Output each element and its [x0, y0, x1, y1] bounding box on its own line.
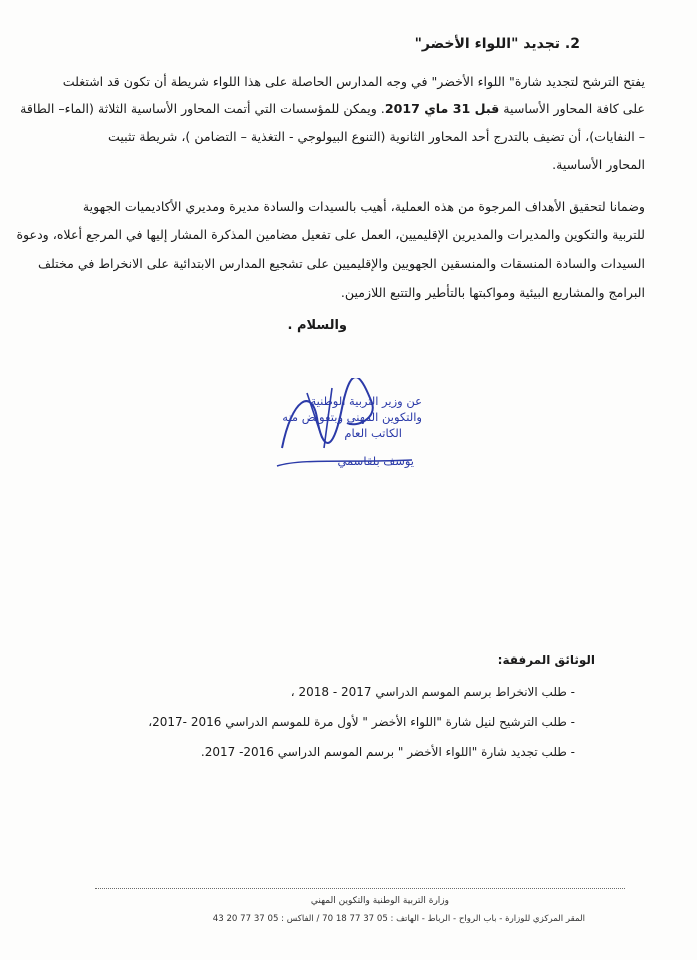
paragraph2-line3: السيدات والسادة المنسقات والمنسقين الجهويين والإقليميين على تشجيع المدارس الابتدائية على الانخراط في مختلف: [37, 256, 645, 271]
section-heading: 2. تجديد "اللواء الأخضر": [414, 36, 580, 52]
signature-line3: الكاتب العام: [344, 426, 402, 440]
paragraph1-line2-end: . ويمكن للمؤسسات التي أتمت المحاور الأساسية الثلاثة (الماء– الطاقة: [20, 101, 385, 116]
deadline-text: قبل 31 ماي 2017: [384, 101, 500, 116]
paragraph1-line2: [20, 101, 645, 117]
signatory-name: يوسف بلقاسمي: [337, 454, 414, 468]
attachment-item: - طلب الانخراط برسم الموسم الدراسي 2017 - 2018 ،: [290, 685, 575, 699]
paragraph2-line4: البرامج والمشاريع البيئية ومواكبتها بالتأطير والتتبع اللازمين.: [340, 285, 645, 300]
paragraph2-line2: للتربية والتكوين والمديرات والمديرين الإقليميين، العمل على تفعيل مضامين المذكرة المشار إليها في المرجع أعلاه، ودعوة: [16, 227, 645, 242]
signature-line1: عن وزير التربية الوطنية: [310, 394, 422, 408]
paragraph1-line1: يفتح الترشح لتجديد شارة" اللواء الأخضر" في وجه المدارس الحاصلة على هذا اللواء شريطة أن تكون قد اشتغلت: [62, 74, 645, 89]
paragraph1-line3: – النفايات)، أن تضيف بالتدرج أحد المحاور الثانوية (التنوع البيولوجي - التغذية – التضامن )، شريطة تثبيت: [108, 129, 645, 144]
closing-salutation: والسلام .: [287, 318, 347, 333]
attachments-title: الوثائق المرفقة:: [497, 653, 595, 667]
footer-divider: [95, 888, 625, 889]
paragraph1-line4: المحاور الأساسية.: [552, 157, 645, 172]
attachment-item: - طلب تجديد شارة "اللواء الأخضر " برسم الموسم الدراسي 2016- 2017.: [200, 745, 575, 759]
paragraph1-line2-start: على كافة المحاور الأساسية: [499, 101, 645, 116]
signature-line2: والتكوين المهني وبتفويض منه: [282, 410, 422, 424]
attachment-item: - طلب الترشيح لنيل شارة "اللواء الأخضر " لأول مرة للموسم الدراسي 2016 -2017،: [148, 715, 575, 729]
paragraph2-line1: وضمانا لتحقيق الأهداف المرجوة من هذه العملية، أهيب بالسيدات والسادة مديرة ومديري الأكاديميات الجهوية: [82, 199, 645, 214]
footer-ministry: وزارة التربية الوطنية والتكوين المهني: [310, 896, 449, 906]
footer-address: المقر المركزي للوزارة - باب الرواح - الرباط - الهاتف : 05 37 77 18 70 / الفاكس : 05 37 77 20 43: [212, 914, 585, 924]
signature-block: [262, 378, 422, 478]
